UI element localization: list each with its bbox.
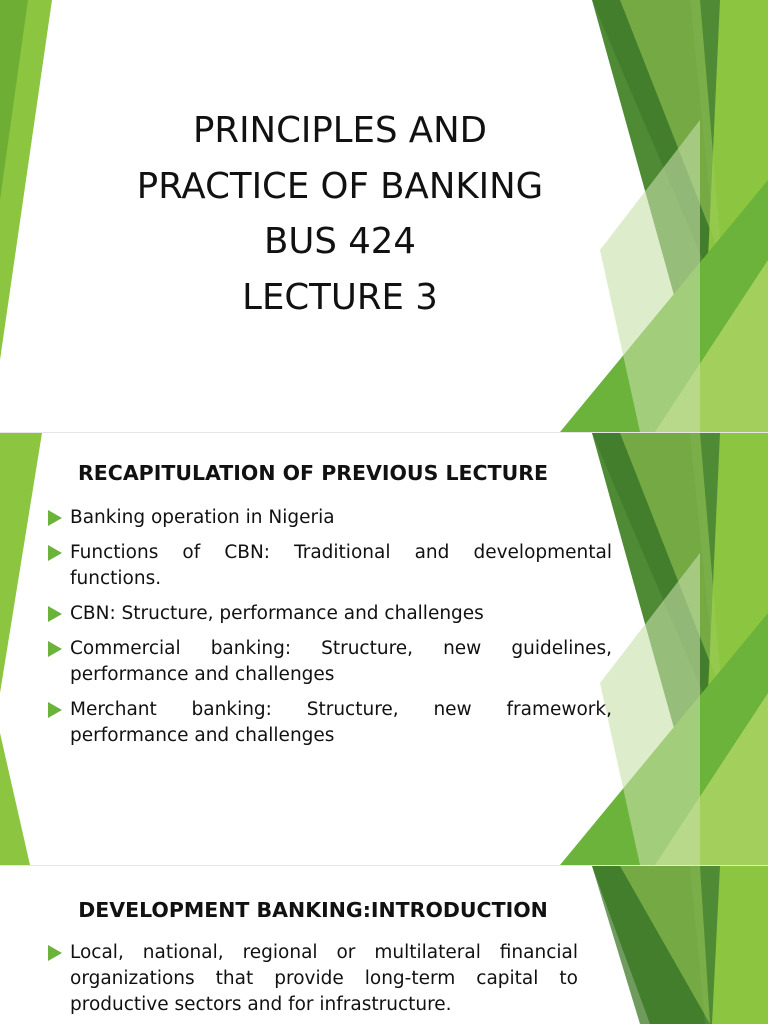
title-line: BUS 424 — [264, 221, 416, 262]
list-item — [48, 697, 612, 749]
list-item-text: Banking operation in Nigeria — [70, 507, 335, 528]
list-item-text: Merchant banking: Structure, new framework, performance and challenges — [70, 699, 612, 746]
list-item — [48, 636, 612, 688]
bullet-list — [48, 940, 578, 1024]
title-line: PRINCIPLES AND — [193, 110, 487, 151]
list-item — [48, 540, 612, 592]
triangle-bullet-icon — [48, 510, 62, 526]
list-item-text: Functions of CBN: Traditional and developmental functions. — [70, 542, 612, 589]
triangle-bullet-icon — [48, 702, 62, 718]
list-item — [48, 601, 612, 627]
triangle-bullet-icon — [48, 641, 62, 657]
recap-slide — [0, 433, 768, 865]
title-line: PRACTICE OF BANKING — [136, 165, 544, 207]
triangle-bullet-icon — [48, 945, 62, 961]
slide-heading: RECAPITULATION OF PREVIOUS LECTURE — [77, 461, 549, 485]
title-slide — [0, 0, 768, 432]
triangle-bullet-icon — [48, 545, 62, 561]
list-item-text: CBN: Structure, performance and challenges — [70, 603, 484, 624]
introduction-slide — [0, 866, 768, 1024]
list-item — [48, 940, 578, 1018]
list-item-text: Local, national, regional or multilateral financial organizations that provide long-term capital to productive sectors and for infrastructure. — [70, 942, 578, 1015]
slide-heading: DEVELOPMENT BANKING:INTRODUCTION — [78, 898, 548, 922]
title-line: LECTURE 3 — [242, 276, 438, 318]
slide-title — [80, 103, 600, 325]
list-item-text: Commercial banking: Structure, new guidelines, performance and challenges — [70, 638, 612, 685]
list-item — [48, 505, 612, 531]
bullet-list — [48, 505, 612, 758]
triangle-bullet-icon — [48, 606, 62, 622]
